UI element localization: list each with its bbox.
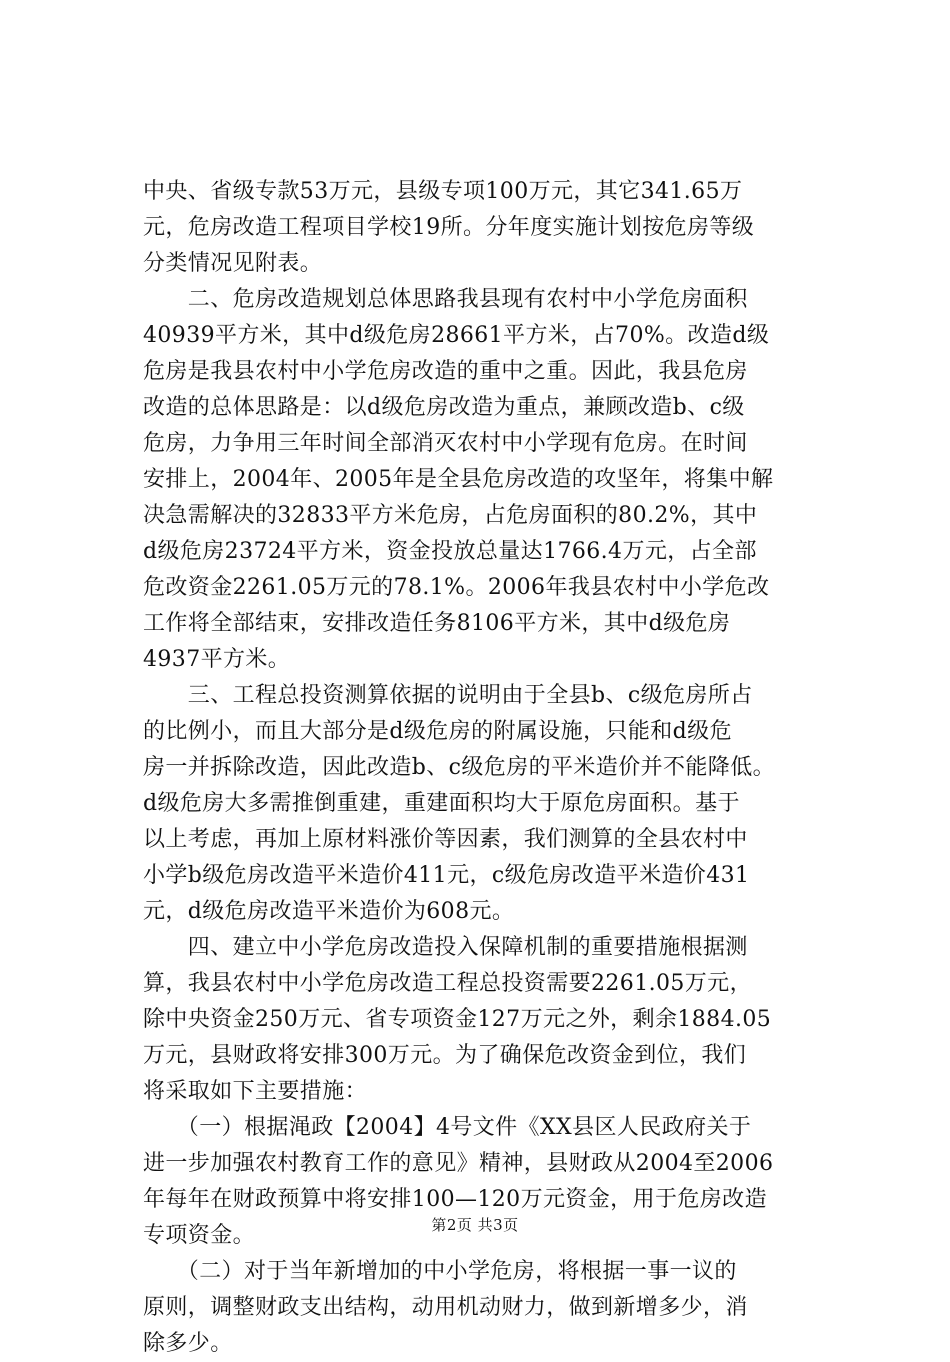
body-line: d级危房23724平方米，资金投放总量达1766.4万元，占全部 (143, 539, 757, 564)
body-line: 除中央资金250万元、省专项资金127万元之外，剩余1884.05 (143, 1007, 772, 1032)
list-item-line: （二）对于当年新增加的中小学危房，将根据一事一议的 (143, 1259, 737, 1284)
body-line: 专项资金。 (143, 1223, 256, 1248)
body-line: 万元，县财政将安排300万元。为了确保危改资金到位，我们 (143, 1043, 747, 1068)
body-line: 进一步加强农村教育工作的意见》精神，县财政从2004至2006 (143, 1151, 774, 1176)
body-line: 房一并拆除改造，因此改造b、c级危房的平米造价并不能降低。 (143, 755, 776, 780)
body-line: 中央、省级专款53万元，县级专项100万元，其它341.65万 (143, 179, 743, 204)
body-line: 元，危房改造工程项目学校19所。分年度实施计划按危房等级 (143, 215, 755, 240)
body-line: 4937平方米。 (143, 647, 291, 672)
list-item-line: （一）根据渑政【2004】4号文件《XX县区人民政府关于 (143, 1115, 752, 1140)
body-line: 危房，力争用三年时间全部消灭农村中小学现有危房。在时间 (143, 431, 748, 456)
body-line: 工作将全部结束，安排改造任务8106平方米，其中d级危房 (143, 611, 731, 636)
page-number-footer: 第2页 共3页 (431, 1216, 519, 1234)
body-line: 分类情况见附表。 (143, 251, 323, 276)
body-line: 将采取如下主要措施： (143, 1079, 368, 1104)
body-line: 原则，调整财政支出结构，动用机动财力，做到新增多少，消 (143, 1295, 748, 1320)
body-line: 除多少。 (143, 1331, 233, 1356)
body-line: 年每年在财政预算中将安排100—120万元资金，用于危房改造 (143, 1187, 767, 1212)
body-line: 决急需解决的32833平方米危房，占危房面积的80.2%，其中 (143, 503, 758, 528)
section-heading-line: 四、建立中小学危房改造投入保障机制的重要措施根据测 (143, 935, 748, 960)
body-line: 小学b级危房改造平米造价411元，c级危房改造平米造价431 (143, 863, 750, 888)
body-line: 以上考虑，再加上原材料涨价等因素，我们测算的全县农村中 (143, 827, 748, 852)
body-line: 安排上，2004年、2005年是全县危房改造的攻坚年，将集中解 (143, 467, 774, 492)
body-line: 元，d级危房改造平米造价为608元。 (143, 899, 515, 924)
body-line: 的比例小，而且大部分是d级危房的附属设施，只能和d级危 (143, 719, 732, 744)
section-heading-line: 二、危房改造规划总体思路我县现有农村中小学危房面积 (143, 287, 748, 312)
body-line: 40939平方米，其中d级危房28661平方米，占70%。改造d级 (143, 323, 770, 348)
body-line: 危改资金2261.05万元的78.1%。2006年我县农村中小学危改 (143, 575, 770, 600)
section-heading-line: 三、工程总投资测算依据的说明由于全县b、c级危房所占 (143, 683, 753, 708)
body-line: d级危房大多需推倒重建，重建面积均大于原危房面积。基于 (143, 791, 740, 816)
body-line: 改造的总体思路是：以d级危房改造为重点，兼顾改造b、c级 (143, 395, 745, 420)
body-line: 算，我县农村中小学危房改造工程总投资需要2261.05万元， (143, 971, 752, 996)
body-line: 危房是我县农村中小学危房改造的重中之重。因此，我县危房 (143, 359, 748, 384)
